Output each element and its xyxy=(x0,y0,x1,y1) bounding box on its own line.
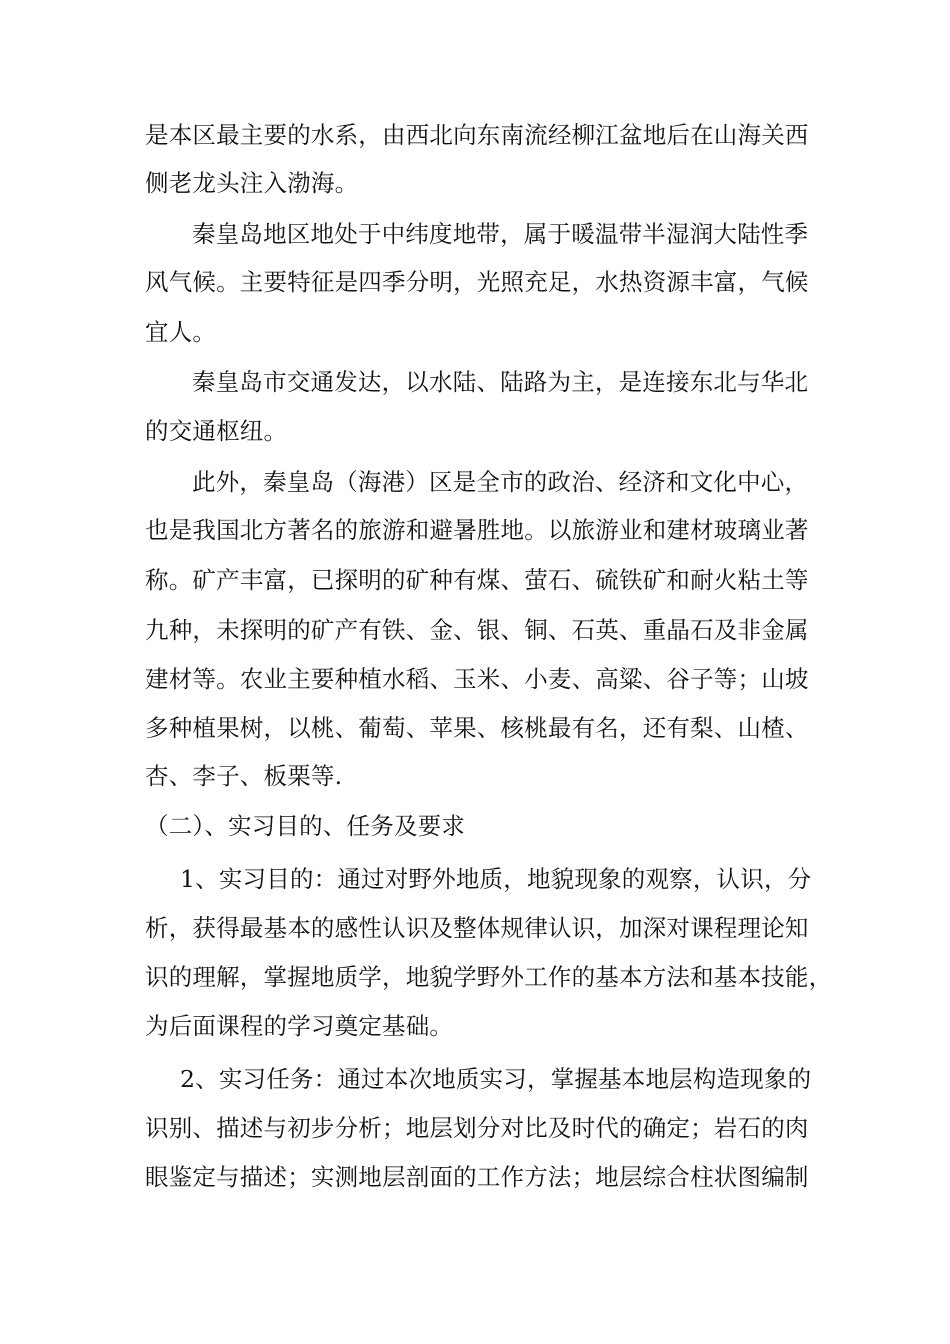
text-line: 是本区最主要的水系，由西北向东南流经柳江盆地后在山海关西 xyxy=(145,121,809,149)
text-line: 风气候。主要特征是四季分明，光照充足，水热资源丰富，气候 xyxy=(145,268,809,296)
text-line: 杏、李子、板栗等. xyxy=(145,762,343,790)
section-heading: （二）、实习目的、任务及要求 xyxy=(145,812,466,840)
text-line: 秦皇岛地区地处于中纬度地带，属于暖温带半湿润大陆性季 xyxy=(192,220,809,248)
text-line: 此外，秦皇岛（海港）区是全市的政治、经济和文化中心， xyxy=(192,468,809,496)
text-line: 宜人。 xyxy=(145,318,217,346)
text-line: 析，获得最基本的感性认识及整体规律认识，加深对课程理论知 xyxy=(145,914,809,942)
text-line: 也是我国北方著名的旅游和避暑胜地。以旅游业和建材玻璃业著 xyxy=(145,516,809,544)
text-line: 称。矿产丰富，已探明的矿种有煤、萤石、硫铁矿和耐火粘土等 xyxy=(145,566,809,594)
text-line: 的交通枢纽。 xyxy=(145,417,288,445)
text-line: 建材等。农业主要种植水稻、玉米、小麦、高粱、谷子等；山坡 xyxy=(145,665,809,693)
text-line: 1、实习目的：通过对野外地质，地貌现象的观察，认识，分 xyxy=(180,865,812,893)
text-line: 识别、描述与初步分析；地层划分对比及时代的确定；岩石的肉 xyxy=(145,1114,809,1142)
text-line: 九种，未探明的矿产有铁、金、银、铜、石英、重晶石及非金属 xyxy=(145,616,809,644)
text-line: 秦皇岛市交通发达，以水陆、陆路为主，是连接东北与华北 xyxy=(192,368,809,396)
text-line: 多种植果树，以桃、葡萄、苹果、核桃最有名，还有梨、山楂、 xyxy=(145,714,809,742)
text-line: 侧老龙头注入渤海。 xyxy=(145,169,359,197)
text-line: 识的理解，掌握地质学，地貌学野外工作的基本方法和基本技能， xyxy=(145,963,833,991)
text-line: 为后面课程的学习奠定基础。 xyxy=(145,1012,454,1040)
text-line: 眼鉴定与描述；实测地层剖面的工作方法；地层综合柱状图编制 xyxy=(145,1163,809,1191)
text-line: 2、实习任务：通过本次地质实习，掌握基本地层构造现象的 xyxy=(180,1065,812,1093)
